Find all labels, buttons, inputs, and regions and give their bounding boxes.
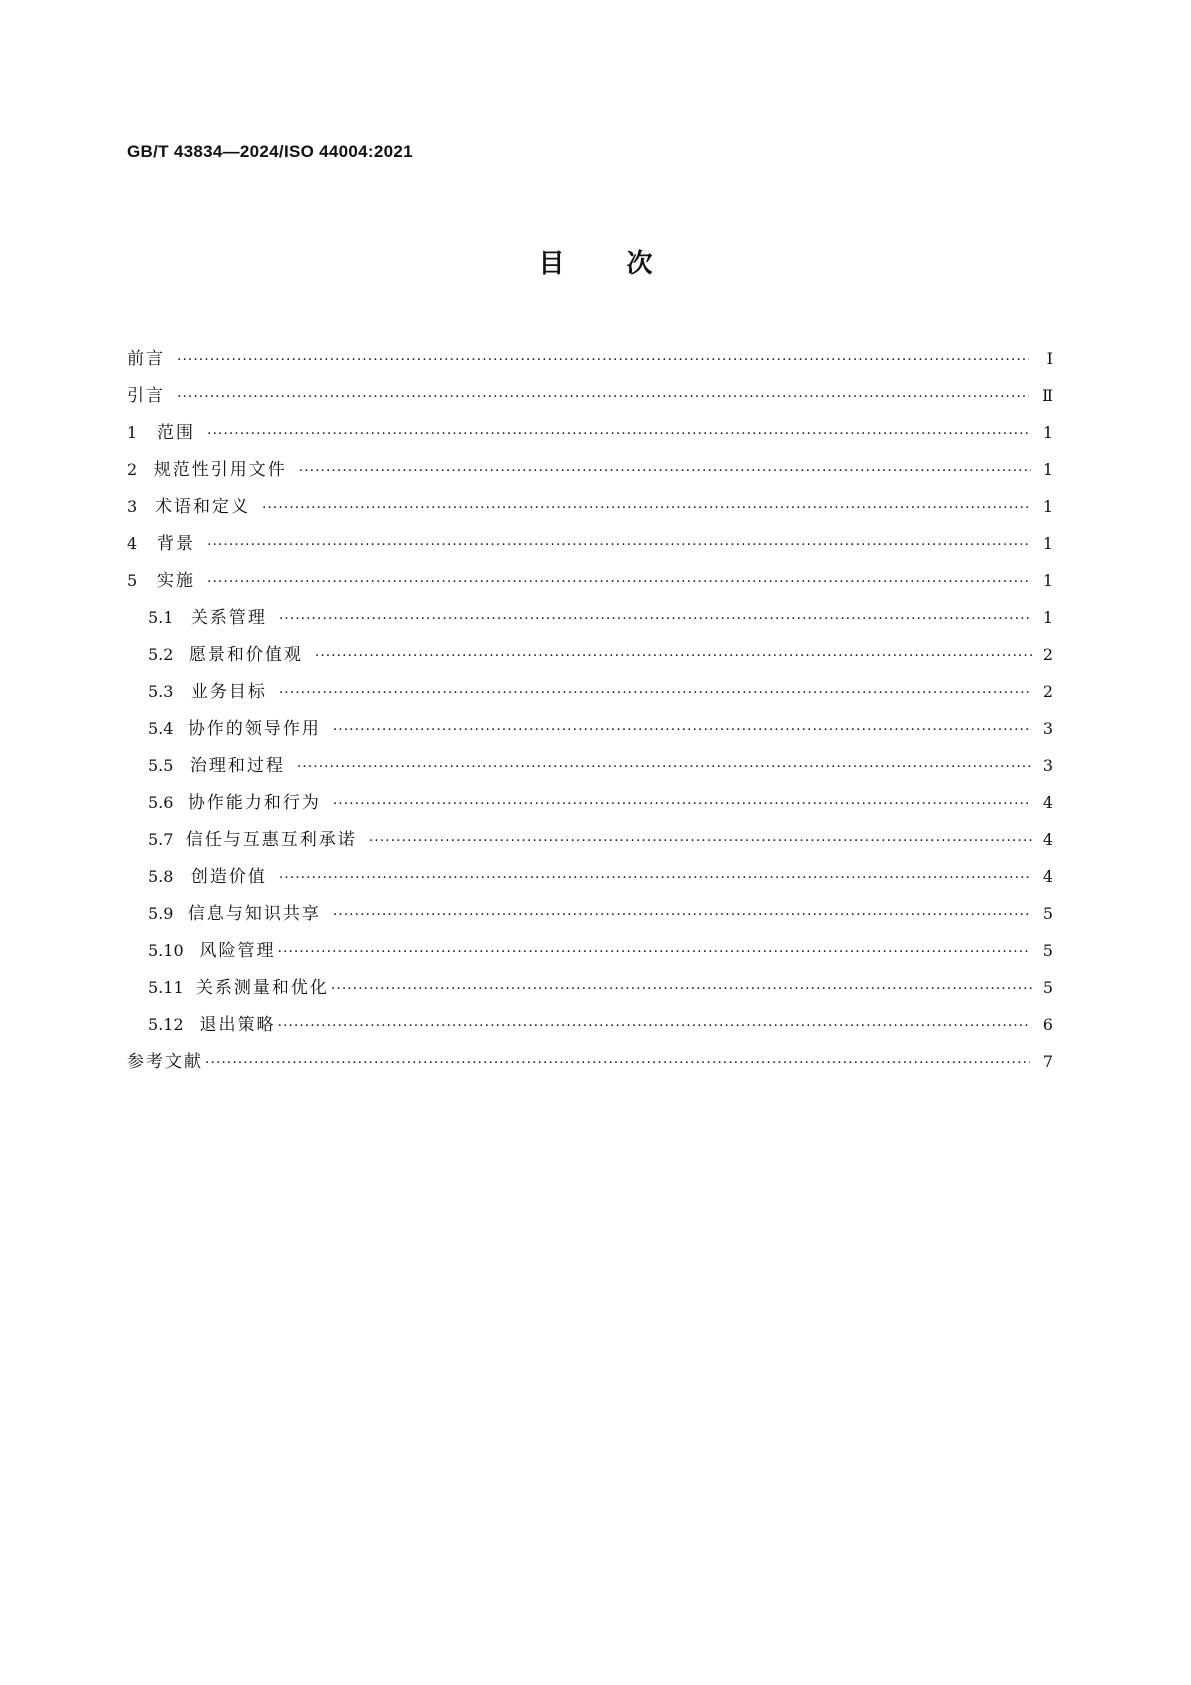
toc-entry-label: 协作的领导作用: [187, 719, 321, 739]
toc-entry-label: 术语和定义: [155, 497, 251, 517]
toc-leader-dots: [262, 490, 1031, 527]
toc-leader-dots: [279, 860, 1031, 897]
toc-entry-page: Ⅰ: [1046, 349, 1053, 368]
toc-leader-dots: [278, 1008, 1031, 1045]
toc-entry-page: 7: [1042, 1052, 1053, 1071]
toc-entry-page: 2: [1042, 682, 1053, 701]
toc-leader-dots: [297, 749, 1031, 786]
toc-entry-number: 5.2: [148, 645, 174, 664]
toc-list: [127, 340, 1053, 1080]
toc-leader-dots: [315, 638, 1032, 675]
toc-entry-number: 5.1: [148, 608, 174, 627]
toc-entry-label: 信任与互惠互利承诺: [185, 830, 357, 850]
toc-entry-number: 3: [127, 497, 138, 516]
toc-entry-2[interactable]: [127, 451, 1053, 488]
toc-entry-label: 创造价值: [190, 867, 267, 887]
toc-entry-label: 关系测量和优化: [195, 978, 329, 998]
toc-leader-dots: [333, 786, 1032, 823]
toc-entry-5-4[interactable]: [127, 710, 1053, 747]
toc-entry-number: 1: [127, 423, 138, 442]
toc-leader-dots: [369, 823, 1033, 860]
standard-code: [127, 142, 413, 162]
toc-entry-page: 1: [1042, 571, 1053, 590]
toc-entry-number: 5.9: [148, 904, 174, 923]
toc-entry-label: 实施: [157, 571, 196, 591]
toc-entry-label: 信息与知识共享: [187, 904, 321, 924]
toc-entry-label: 引言: [127, 386, 165, 406]
toc-entry-5-9[interactable]: [127, 895, 1053, 932]
toc-entry-5-2[interactable]: [127, 636, 1053, 673]
toc-entry-page: 1: [1042, 608, 1053, 627]
toc-entry-page: 2: [1042, 645, 1053, 664]
toc-entry-label: 关系管理: [190, 608, 267, 628]
toc-leader-dots: [299, 453, 1032, 490]
toc-leader-dots: [279, 675, 1031, 712]
toc-leader-dots: [177, 342, 1029, 379]
toc-entry-bibliography[interactable]: [127, 1043, 1053, 1080]
toc-entry-page: 1: [1042, 423, 1053, 442]
toc-entry-number: 5: [127, 571, 138, 590]
toc-entry-5-5[interactable]: [127, 747, 1053, 784]
toc-leader-dots: [205, 1045, 1030, 1082]
toc-entry-5-6[interactable]: [127, 784, 1053, 821]
toc-entry-page: 4: [1042, 867, 1053, 886]
toc-entry-foreword[interactable]: [127, 340, 1053, 377]
toc-leader-dots: [207, 564, 1030, 601]
toc-entry-page: Ⅱ: [1042, 386, 1053, 405]
toc-entry-5-11[interactable]: [127, 969, 1053, 1006]
toc-title: 目次: [538, 249, 715, 279]
toc-entry-label: 风险管理: [199, 941, 276, 961]
toc-leader-dots: [207, 527, 1030, 564]
toc-entry-number: 5.5: [148, 756, 174, 775]
toc-entry-5-7[interactable]: [127, 821, 1053, 858]
toc-entry-page: 5: [1042, 978, 1053, 997]
toc-entry-number: 5.6: [148, 793, 174, 812]
toc-entry-number: 5.12: [148, 1015, 184, 1034]
toc-entry-5-8[interactable]: [127, 858, 1053, 895]
toc-entry-number: 5.4: [148, 719, 174, 738]
toc-leader-dots: [331, 971, 1032, 1008]
toc-entry-label: 协作能力和行为: [187, 793, 321, 813]
toc-leader-dots: [333, 897, 1032, 934]
toc-entry-label: 前言: [127, 349, 165, 369]
toc-entry-4[interactable]: [127, 525, 1053, 562]
toc-entry-label: 治理和过程: [189, 756, 285, 776]
toc-entry-3[interactable]: [127, 488, 1053, 525]
toc-entry-introduction[interactable]: [127, 377, 1053, 414]
toc-entry-number: 5.3: [148, 682, 174, 701]
toc-entry-number: 5.7: [148, 830, 174, 849]
toc-entry-page: 1: [1042, 460, 1053, 479]
toc-leader-dots: [279, 601, 1031, 638]
toc-entry-label: 背景: [157, 534, 196, 554]
toc-leader-dots: [207, 416, 1030, 453]
toc-entry-label: 愿景和价值观: [188, 645, 303, 665]
toc-entry-page: 5: [1042, 904, 1053, 923]
toc-entry-number: 2: [127, 460, 138, 479]
toc-entry-number: 5.11: [148, 978, 184, 997]
toc-entry-page: 1: [1042, 497, 1053, 516]
toc-entry-number: 5.10: [148, 941, 184, 960]
toc-entry-5-3[interactable]: [127, 673, 1053, 710]
toc-entry-page: 4: [1042, 793, 1053, 812]
toc-entry-page: 3: [1042, 756, 1053, 775]
toc-entry-label: 业务目标: [190, 682, 267, 702]
toc-entry-1[interactable]: [127, 414, 1053, 451]
toc-leader-dots: [333, 712, 1032, 749]
toc-entry-page: 5: [1042, 941, 1053, 960]
toc-entry-label: 参考文献: [127, 1052, 203, 1072]
toc-entry-label: 范围: [157, 423, 196, 443]
toc-entry-page: 3: [1042, 719, 1053, 738]
toc-entry-5[interactable]: [127, 562, 1053, 599]
toc-entry-label: 退出策略: [199, 1015, 276, 1035]
toc-entry-number: 5.8: [148, 867, 174, 886]
toc-entry-5-10[interactable]: [127, 932, 1053, 969]
toc-entry-number: 4: [127, 534, 138, 553]
toc-entry-page: 1: [1042, 534, 1053, 553]
toc-entry-5-12[interactable]: [127, 1006, 1053, 1043]
standard-code-text: GB/T 43834—2024/ISO 44004:2021: [127, 142, 413, 161]
toc-entry-page: 6: [1042, 1015, 1053, 1034]
toc-entry-page: 4: [1042, 830, 1053, 849]
toc-leader-dots: [177, 379, 1029, 416]
toc-entry-5-1[interactable]: [127, 599, 1053, 636]
toc-entry-label: 规范性引用文件: [153, 460, 287, 480]
toc-leader-dots: [278, 934, 1031, 971]
